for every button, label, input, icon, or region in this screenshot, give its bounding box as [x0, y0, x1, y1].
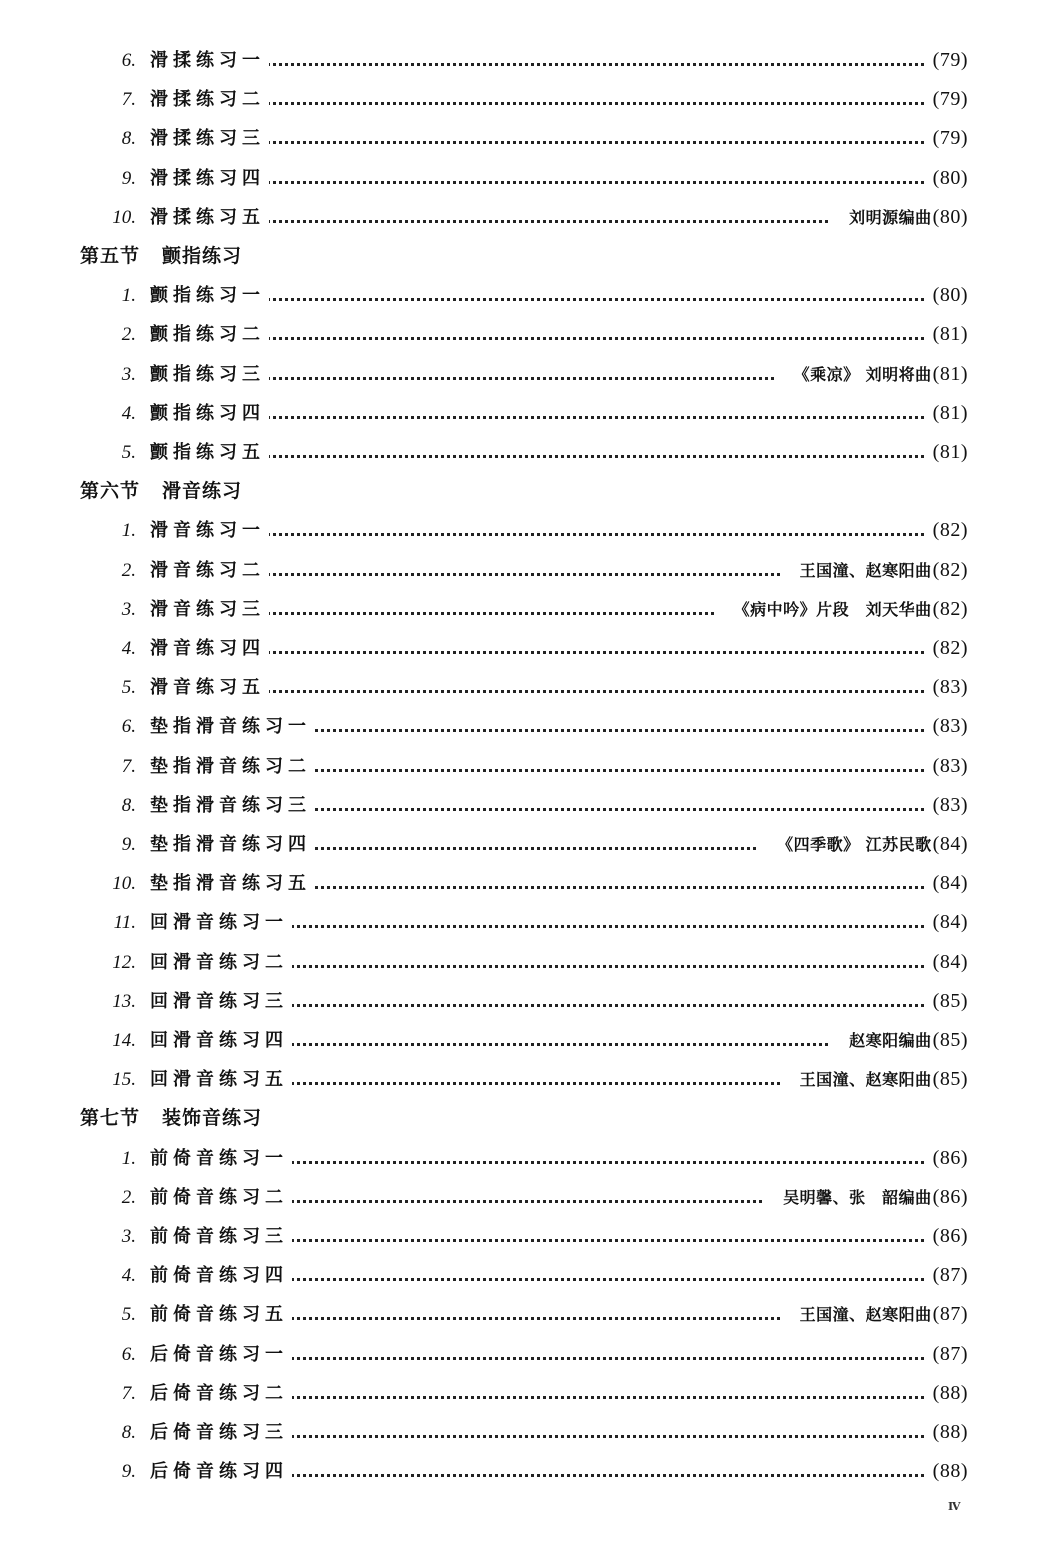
toc-section-heading — [0, 240, 1064, 270]
entry-title[interactable]: 颤指练习一 — [150, 281, 269, 307]
entry-title[interactable]: 前倚音练习四 — [150, 1261, 292, 1287]
dot-leader — [260, 925, 924, 928]
entry-credit: 吴明馨、张 韶编曲 — [783, 1188, 932, 1207]
page-number-mark: Ⅳ — [948, 1500, 960, 1513]
page-reference[interactable]: (85) — [932, 1029, 968, 1051]
entry-right-block — [928, 794, 968, 817]
dot-leader — [260, 1161, 924, 1164]
toc-entry[interactable] — [0, 710, 1064, 740]
entry-title[interactable]: 前倚音练习一 — [150, 1144, 292, 1170]
page-reference[interactable]: (83) — [932, 755, 968, 777]
entry-right-block — [782, 558, 968, 582]
entry-title[interactable]: 垫指滑音练习二 — [150, 752, 315, 778]
entry-right-block — [928, 911, 968, 934]
section-heading — [80, 241, 242, 268]
toc-entry[interactable] — [0, 789, 1064, 819]
page-reference[interactable]: (84) — [932, 951, 968, 973]
page-reference[interactable]: (80) — [932, 206, 968, 228]
page-reference[interactable]: (82) — [932, 637, 968, 659]
toc-entry[interactable] — [0, 1024, 1064, 1054]
dot-leader — [260, 181, 924, 184]
entry-right-block — [928, 323, 968, 346]
dot-leader — [260, 690, 924, 693]
entry-title[interactable]: 滑音练习一 — [150, 516, 269, 542]
entry-right-block — [928, 127, 968, 150]
entry-title[interactable]: 颤指练习三 — [150, 360, 269, 386]
page-reference[interactable]: (82) — [932, 559, 968, 581]
toc-entry[interactable] — [0, 1416, 1064, 1446]
toc-entry[interactable] — [0, 985, 1064, 1015]
toc-entry[interactable] — [0, 632, 1064, 662]
entry-right-block — [928, 88, 968, 111]
entry-number: 7. — [121, 1383, 136, 1404]
dot-leader — [260, 1435, 924, 1438]
entry-title[interactable]: 颤指练习二 — [150, 320, 269, 346]
entry-number: 6. — [121, 716, 136, 737]
entry-number: 1. — [121, 285, 136, 306]
toc-entry[interactable] — [0, 1259, 1064, 1289]
page-reference[interactable]: (86) — [932, 1186, 968, 1208]
entry-title[interactable]: 后倚音练习四 — [150, 1457, 292, 1483]
entry-right-block — [928, 990, 968, 1013]
page-reference[interactable]: (87) — [932, 1264, 968, 1286]
entry-credit: 王国潼、赵寒阳曲 — [799, 561, 932, 580]
entry-number: 14. — [112, 1030, 136, 1051]
section-number: 第六节 — [80, 480, 141, 502]
entry-number: 8. — [121, 128, 136, 149]
entry-right-block — [928, 441, 968, 464]
page-reference[interactable]: (88) — [932, 1421, 968, 1443]
dot-leader — [260, 416, 924, 419]
toc-entry[interactable] — [0, 358, 1064, 388]
entry-title[interactable]: 前倚音练习三 — [150, 1222, 292, 1248]
page-reference[interactable]: (83) — [932, 715, 968, 737]
entry-number: 7. — [121, 756, 136, 777]
toc-entry[interactable] — [0, 1338, 1064, 1368]
dot-leader — [260, 1043, 924, 1046]
entry-right-block — [928, 872, 968, 895]
entry-right-block — [928, 1225, 968, 1248]
entry-number: 8. — [121, 1422, 136, 1443]
toc-entry[interactable] — [0, 514, 1064, 544]
entry-number: 9. — [121, 834, 136, 855]
dot-leader — [260, 337, 924, 340]
entry-credit: 赵寒阳编曲 — [849, 1031, 932, 1050]
entry-right-block — [928, 519, 968, 542]
entry-title[interactable]: 后倚音练习二 — [150, 1379, 292, 1405]
dot-leader — [260, 1278, 924, 1281]
entry-number: 2. — [121, 560, 136, 581]
toc-entry[interactable] — [0, 162, 1064, 192]
toc-entry[interactable] — [0, 946, 1064, 976]
page-reference[interactable]: (79) — [932, 49, 968, 71]
page-reference[interactable]: (81) — [932, 363, 968, 385]
entry-credit: 王国潼、赵寒阳曲 — [799, 1070, 932, 1089]
entry-number: 4. — [121, 1265, 136, 1286]
entry-number: 8. — [121, 795, 136, 816]
entry-credit: 《四季歌》 江苏民歌 — [777, 835, 932, 854]
toc-entry[interactable] — [0, 279, 1064, 309]
entry-right-block — [928, 284, 968, 307]
section-title: 滑音练习 — [162, 480, 243, 502]
entry-title[interactable]: 回滑音练习五 — [150, 1065, 292, 1091]
entry-number: 2. — [121, 324, 136, 345]
entry-title[interactable]: 颤指练习四 — [150, 399, 269, 425]
section-number: 第七节 — [80, 1107, 141, 1129]
entry-title[interactable]: 回滑音练习四 — [150, 1026, 292, 1052]
entry-number: 10. — [112, 873, 136, 894]
toc-entry[interactable] — [0, 1181, 1064, 1211]
toc-section-heading — [0, 1102, 1064, 1132]
entry-credit: 刘明源编曲 — [849, 208, 932, 227]
dot-leader — [260, 965, 924, 968]
page-reference[interactable]: (83) — [932, 676, 968, 698]
entry-number: 6. — [121, 1344, 136, 1365]
entry-right-block — [928, 637, 968, 660]
entry-right-block — [776, 362, 968, 386]
dot-leader — [260, 298, 924, 301]
entry-title[interactable]: 滑音练习五 — [150, 673, 269, 699]
page-reference[interactable]: (84) — [932, 872, 968, 894]
toc-entry[interactable] — [0, 867, 1064, 897]
toc-entry[interactable] — [0, 906, 1064, 936]
page-reference[interactable]: (88) — [932, 1460, 968, 1482]
toc-entry[interactable] — [0, 1298, 1064, 1328]
entry-title[interactable]: 滑揉练习四 — [150, 164, 269, 190]
page-reference[interactable]: (85) — [932, 1068, 968, 1090]
section-heading — [80, 1103, 262, 1130]
section-title: 颤指练习 — [162, 245, 243, 267]
entry-title[interactable]: 垫指滑音练习五 — [150, 869, 315, 895]
entry-title[interactable]: 后倚音练习三 — [150, 1418, 292, 1444]
toc-entry[interactable] — [0, 1063, 1064, 1093]
dot-leader — [260, 1004, 924, 1007]
entry-number: 9. — [121, 1461, 136, 1482]
entry-right-block — [928, 1343, 968, 1366]
page-reference[interactable]: (85) — [932, 990, 968, 1012]
entry-title[interactable]: 回滑音练习三 — [150, 987, 292, 1013]
page-reference[interactable]: (81) — [932, 441, 968, 463]
dot-leader — [260, 1239, 924, 1242]
toc-entry[interactable] — [0, 1377, 1064, 1407]
dot-leader — [260, 886, 924, 889]
entry-right-block — [831, 1028, 968, 1052]
page-reference[interactable]: (88) — [932, 1382, 968, 1404]
section-number: 第五节 — [80, 245, 141, 267]
entry-title[interactable]: 滑揉练习三 — [150, 124, 269, 150]
toc-entry[interactable] — [0, 1142, 1064, 1172]
page-reference[interactable]: (82) — [932, 519, 968, 541]
toc-entry[interactable] — [0, 593, 1064, 623]
entry-number: 3. — [121, 364, 136, 385]
toc-entry[interactable] — [0, 1455, 1064, 1485]
entry-right-block — [928, 1382, 968, 1405]
entry-number: 12. — [112, 952, 136, 973]
entry-right-block — [928, 755, 968, 778]
entry-title[interactable]: 颤指练习五 — [150, 438, 269, 464]
entry-right-block — [928, 715, 968, 738]
entry-number: 11. — [113, 912, 136, 933]
toc-entry[interactable] — [0, 436, 1064, 466]
entry-right-block — [928, 49, 968, 72]
dot-leader — [260, 220, 924, 223]
entry-right-block — [928, 1421, 968, 1444]
page-reference[interactable]: (80) — [932, 284, 968, 306]
entry-number: 5. — [121, 677, 136, 698]
toc-section-heading — [0, 475, 1064, 505]
entry-number: 3. — [121, 1226, 136, 1247]
entry-title[interactable]: 滑揉练习五 — [150, 203, 269, 229]
entry-right-block — [831, 205, 968, 229]
dot-leader — [260, 455, 924, 458]
entry-number: 4. — [121, 638, 136, 659]
entry-number: 4. — [121, 403, 136, 424]
entry-title[interactable]: 垫指滑音练习四 — [150, 830, 315, 856]
entry-title[interactable]: 回滑音练习一 — [150, 908, 292, 934]
dot-leader — [260, 102, 924, 105]
page-reference[interactable]: (86) — [932, 1147, 968, 1169]
entry-number: 13. — [112, 991, 136, 1012]
entry-right-block — [759, 832, 968, 856]
entry-title[interactable]: 回滑音练习二 — [150, 948, 292, 974]
entry-number: 2. — [121, 1187, 136, 1208]
entry-right-block — [928, 1460, 968, 1483]
dot-leader — [260, 769, 924, 772]
section-title: 装饰音练习 — [162, 1107, 263, 1129]
entry-right-block — [928, 951, 968, 974]
entry-number: 1. — [121, 1148, 136, 1169]
entry-right-block — [928, 167, 968, 190]
entry-right-block — [782, 1302, 968, 1326]
entry-right-block — [928, 1264, 968, 1287]
entry-number: 6. — [121, 50, 136, 71]
toc-entry[interactable] — [0, 750, 1064, 780]
entry-right-block — [782, 1067, 968, 1091]
entry-number: 5. — [121, 442, 136, 463]
entry-title[interactable]: 滑揉练习二 — [150, 85, 269, 111]
page-reference[interactable]: (79) — [932, 88, 968, 110]
page-reference[interactable]: (86) — [932, 1225, 968, 1247]
toc-entry[interactable] — [0, 83, 1064, 113]
page-reference[interactable]: (81) — [932, 402, 968, 424]
dot-leader — [260, 1396, 924, 1399]
entry-credit: 《乘凉》 刘明将曲 — [793, 365, 932, 384]
entry-right-block — [928, 1147, 968, 1170]
page-reference[interactable]: (80) — [932, 167, 968, 189]
entry-number: 1. — [121, 520, 136, 541]
toc-entry[interactable] — [0, 1220, 1064, 1250]
entry-number: 9. — [121, 168, 136, 189]
dot-leader — [260, 533, 924, 536]
dot-leader — [260, 141, 924, 144]
entry-right-block — [928, 402, 968, 425]
toc-entry[interactable] — [0, 397, 1064, 427]
entry-title[interactable]: 前倚音练习五 — [150, 1300, 292, 1326]
entry-title[interactable]: 滑音练习三 — [150, 595, 269, 621]
entry-right-block — [765, 1185, 968, 1209]
entry-number: 5. — [121, 1304, 136, 1325]
dot-leader — [260, 1357, 924, 1360]
dot-leader — [260, 808, 924, 811]
entry-right-block — [716, 597, 968, 621]
page-reference[interactable]: (82) — [932, 598, 968, 620]
page-reference[interactable]: (79) — [932, 127, 968, 149]
entry-number: 10. — [112, 207, 136, 228]
dot-leader — [260, 63, 924, 66]
entry-title[interactable]: 滑揉练习一 — [150, 46, 269, 72]
entry-number: 3. — [121, 599, 136, 620]
toc-entry[interactable] — [0, 122, 1064, 152]
dot-leader — [260, 651, 924, 654]
toc-entry[interactable] — [0, 201, 1064, 231]
entry-credit: 《病中吟》片段 刘天华曲 — [733, 600, 932, 619]
page-reference[interactable]: (87) — [932, 1303, 968, 1325]
entry-title[interactable]: 后倚音练习一 — [150, 1340, 292, 1366]
page-reference[interactable]: (84) — [932, 833, 968, 855]
entry-title[interactable]: 滑音练习二 — [150, 556, 269, 582]
toc-entry[interactable] — [0, 44, 1064, 74]
toc-entry[interactable] — [0, 554, 1064, 584]
entry-title[interactable]: 前倚音练习二 — [150, 1183, 292, 1209]
toc-entry[interactable] — [0, 671, 1064, 701]
entry-credit: 王国潼、赵寒阳曲 — [799, 1305, 932, 1324]
entry-right-block — [928, 676, 968, 699]
entry-title[interactable]: 垫指滑音练习三 — [150, 791, 315, 817]
entry-title[interactable]: 垫指滑音练习一 — [150, 712, 315, 738]
toc-entry[interactable] — [0, 828, 1064, 858]
entry-number: 15. — [112, 1069, 136, 1090]
page-reference[interactable]: (81) — [932, 323, 968, 345]
entry-number: 7. — [121, 89, 136, 110]
toc-entry[interactable] — [0, 318, 1064, 348]
page-reference[interactable]: (87) — [932, 1343, 968, 1365]
page-reference[interactable]: (84) — [932, 911, 968, 933]
entry-title[interactable]: 滑音练习四 — [150, 634, 269, 660]
dot-leader — [260, 1474, 924, 1477]
section-heading — [80, 476, 242, 503]
page-reference[interactable]: (83) — [932, 794, 968, 816]
dot-leader — [260, 729, 924, 732]
